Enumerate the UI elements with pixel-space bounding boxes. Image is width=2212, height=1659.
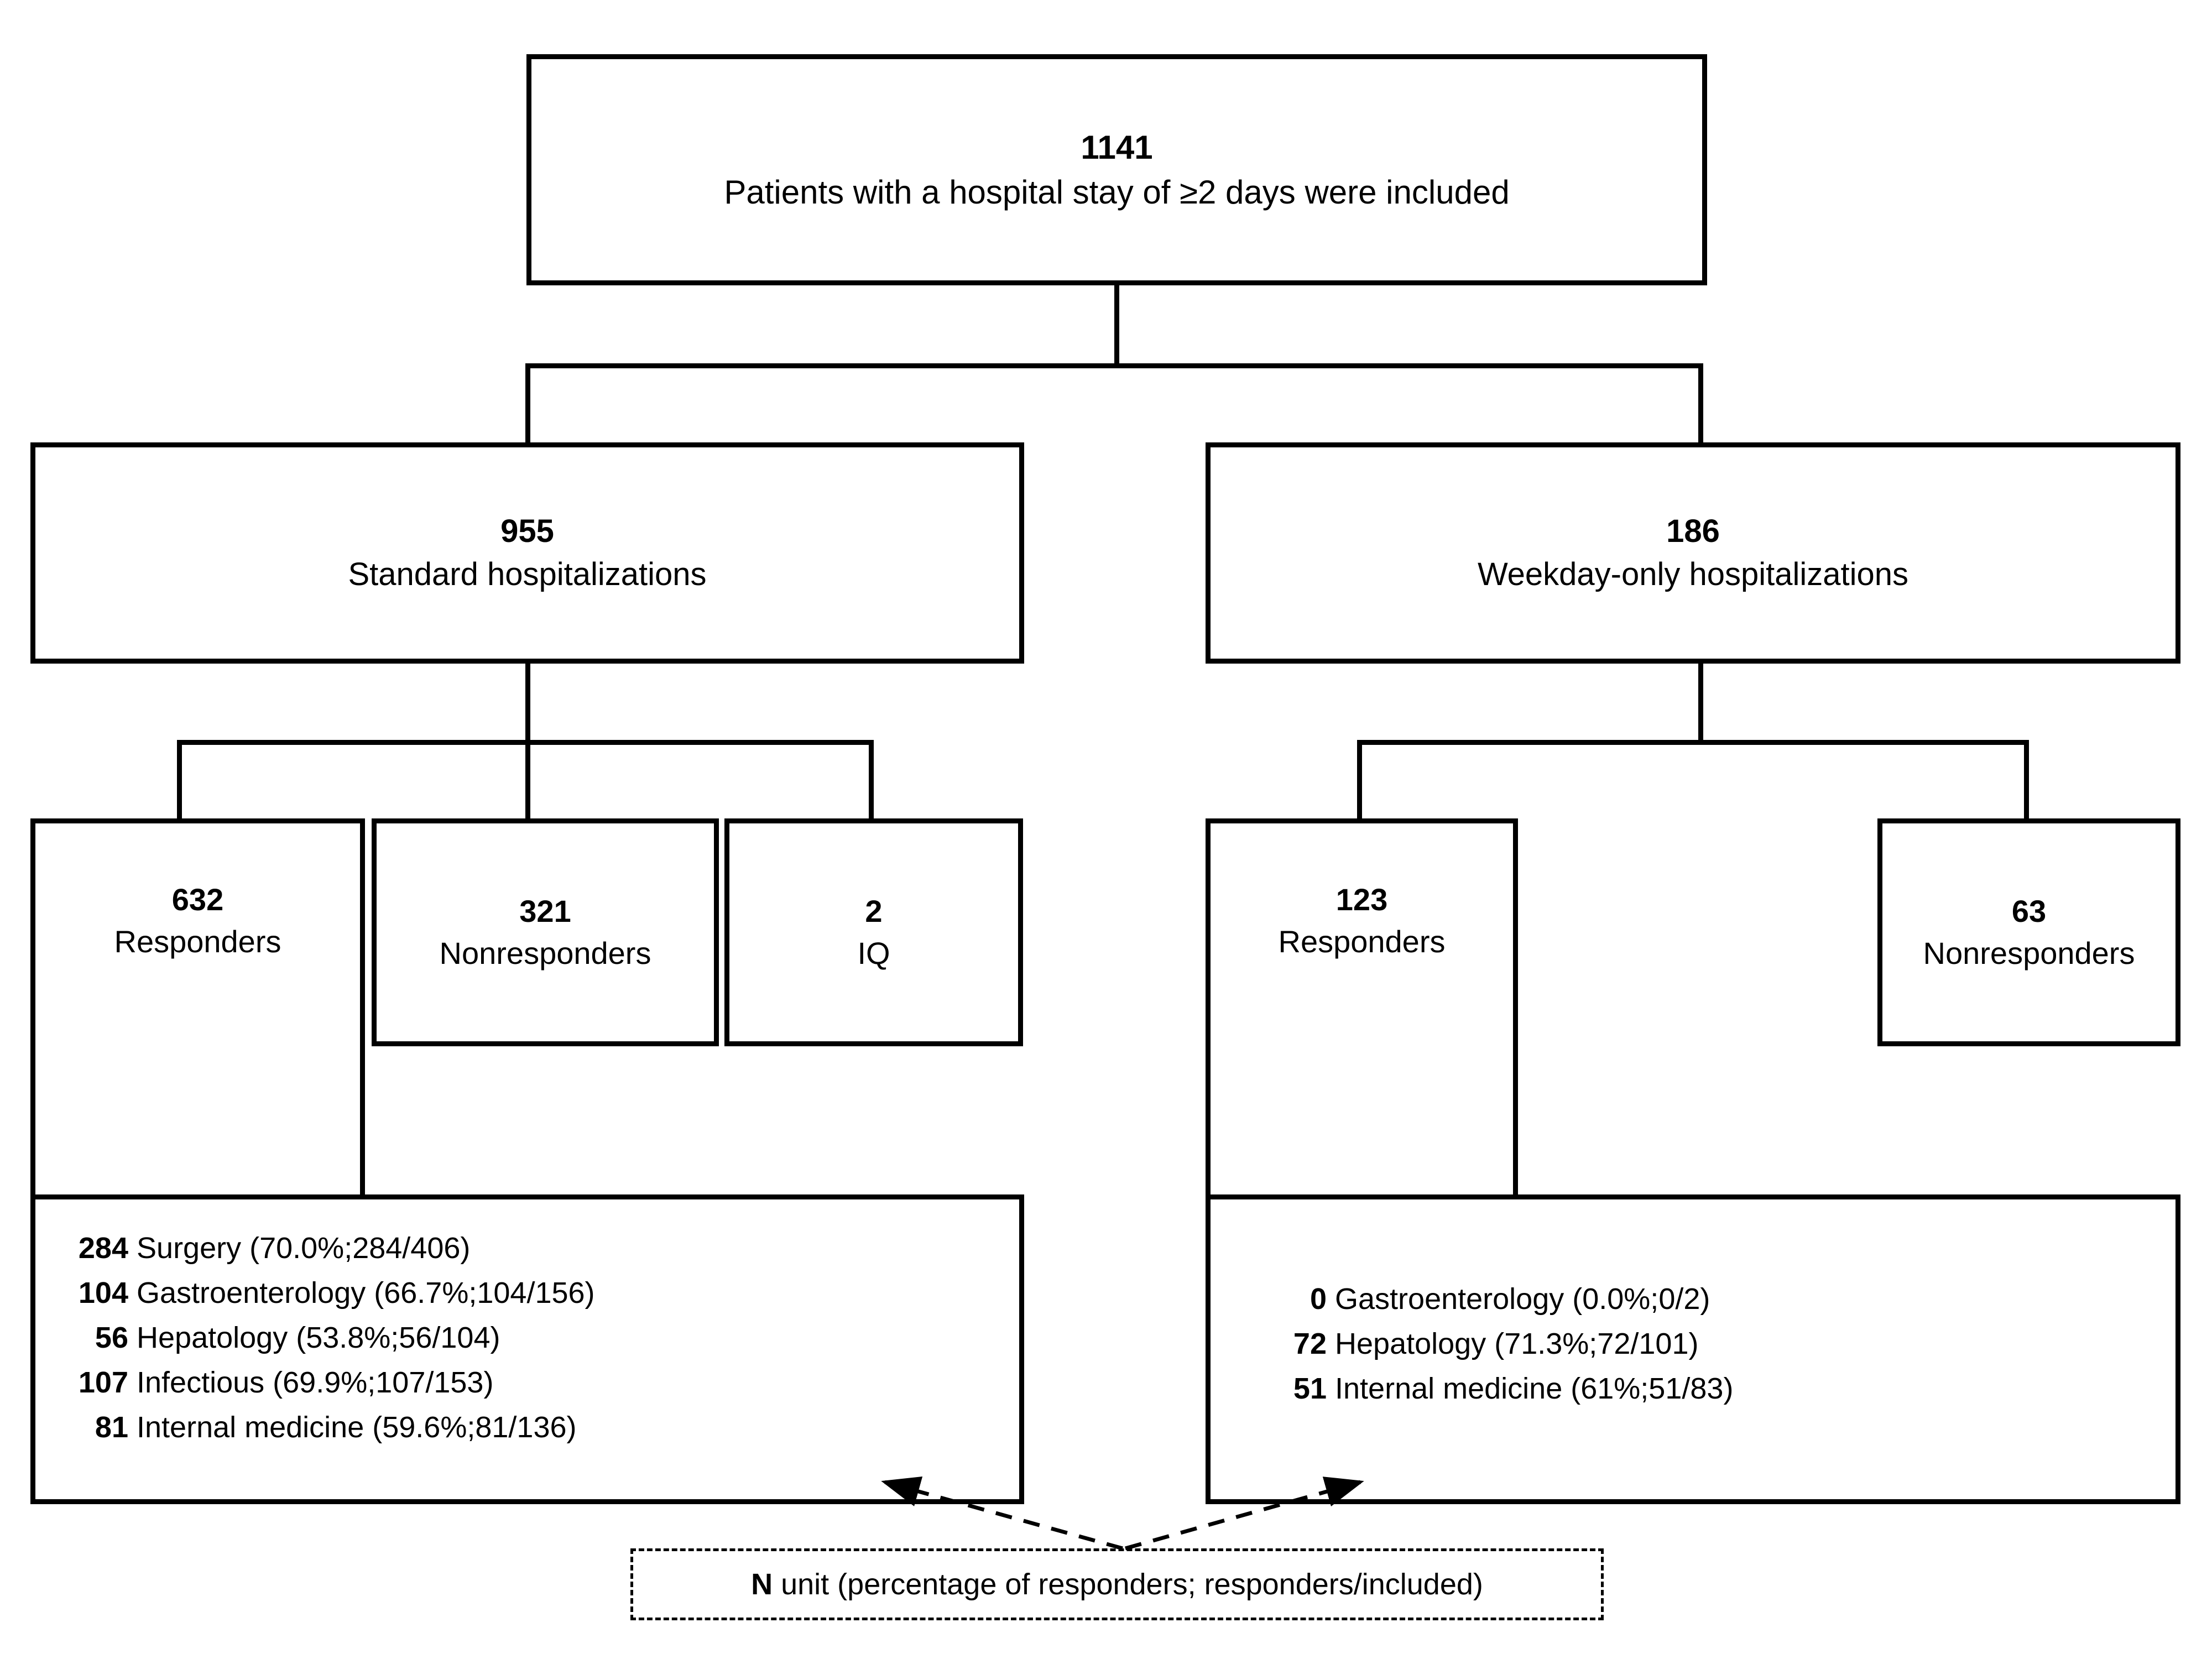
node-weekday-hospitalizations — [1206, 442, 2180, 664]
node-weekday-responders-label: Responders — [1278, 924, 1446, 959]
node-weekday-nonresponders — [1877, 818, 2180, 1046]
connector-standard-responders-down — [177, 740, 182, 821]
node-total-patients-number: 1141 — [1081, 129, 1153, 166]
node-standard-iq — [724, 818, 1023, 1046]
weekday-detail-label: Internal medicine (61%;51/83) — [1335, 1372, 1734, 1405]
connector-standard-down — [525, 363, 530, 445]
standard-detail-number: 81 — [95, 1411, 128, 1444]
node-weekday-nonresponders-number: 63 — [2011, 894, 2047, 929]
node-standard-hospitalizations — [30, 442, 1024, 664]
connector-standard-nonresponders-down — [525, 740, 530, 821]
node-weekday-responders-number: 123 — [1335, 882, 1388, 917]
node-total-patients — [526, 54, 1707, 285]
legend-text — [751, 1567, 1483, 1601]
standard-detail-label: Surgery (70.0%;284/406) — [137, 1232, 471, 1265]
standard-detail-number: 56 — [95, 1321, 128, 1354]
node-standard-number: 955 — [500, 513, 554, 549]
connector-weekday-responders-down — [1357, 740, 1362, 821]
node-weekday-details — [1206, 1194, 2180, 1504]
connector-weekday-down — [1698, 363, 1703, 445]
legend-rest: unit (percentage of responders; responders/included) — [773, 1568, 1483, 1601]
weekday-detail-label: Gastroenterology (0.0%;0/2) — [1335, 1282, 1710, 1316]
standard-detail-number: 104 — [78, 1276, 128, 1310]
weekday-detail-number: 0 — [1310, 1282, 1327, 1316]
node-standard-nonresponders-number: 321 — [519, 894, 571, 929]
list-item — [62, 1360, 493, 1405]
node-weekday-number: 186 — [1666, 513, 1720, 549]
node-weekday-nonresponders-label: Nonresponders — [1923, 936, 2135, 971]
connector-weekday-children-horizontal — [1357, 740, 2029, 745]
standard-detail-number: 284 — [78, 1232, 128, 1265]
legend-note — [630, 1548, 1604, 1620]
weekday-detail-number: 51 — [1293, 1372, 1327, 1405]
node-standard-details — [30, 1194, 1024, 1504]
list-item — [62, 1405, 577, 1450]
weekday-detail-label: Hepatology (71.3%;72/101) — [1335, 1327, 1699, 1360]
list-item — [1260, 1322, 1698, 1366]
legend-bold-prefix: N — [751, 1568, 773, 1601]
node-standard-iq-label: IQ — [857, 936, 890, 971]
connector-weekday-nonresponders-down — [2024, 740, 2029, 821]
connector-level2-horizontal — [525, 363, 1703, 368]
connector-root-down — [1114, 285, 1119, 366]
node-total-patients-label: Patients with a hospital stay of ≥2 days were included — [724, 174, 1510, 211]
list-item — [62, 1316, 500, 1360]
connector-standard-iq-down — [869, 740, 874, 821]
node-standard-responders-number: 632 — [171, 882, 224, 917]
weekday-detail-number: 72 — [1293, 1327, 1327, 1360]
list-item — [1260, 1277, 1710, 1322]
standard-detail-label: Gastroenterology (66.7%;104/156) — [137, 1276, 595, 1310]
node-weekday-label: Weekday-only hospitalizations — [1477, 556, 1909, 592]
node-standard-nonresponders-label: Nonresponders — [439, 936, 651, 971]
list-item — [62, 1271, 595, 1316]
standard-detail-label: Infectious (69.9%;107/153) — [137, 1366, 494, 1399]
list-item — [62, 1226, 470, 1271]
node-standard-nonresponders — [372, 818, 719, 1046]
node-standard-responders-label: Responders — [114, 924, 281, 959]
node-standard-label: Standard hospitalizations — [348, 556, 707, 592]
standard-detail-number: 107 — [78, 1366, 128, 1399]
list-item — [1260, 1366, 1733, 1411]
connector-standard-stem — [525, 664, 530, 743]
node-standard-iq-number: 2 — [865, 894, 883, 929]
connector-weekday-stem — [1698, 664, 1703, 743]
standard-detail-label: Internal medicine (59.6%;81/136) — [137, 1411, 577, 1444]
standard-detail-label: Hepatology (53.8%;56/104) — [137, 1321, 500, 1354]
